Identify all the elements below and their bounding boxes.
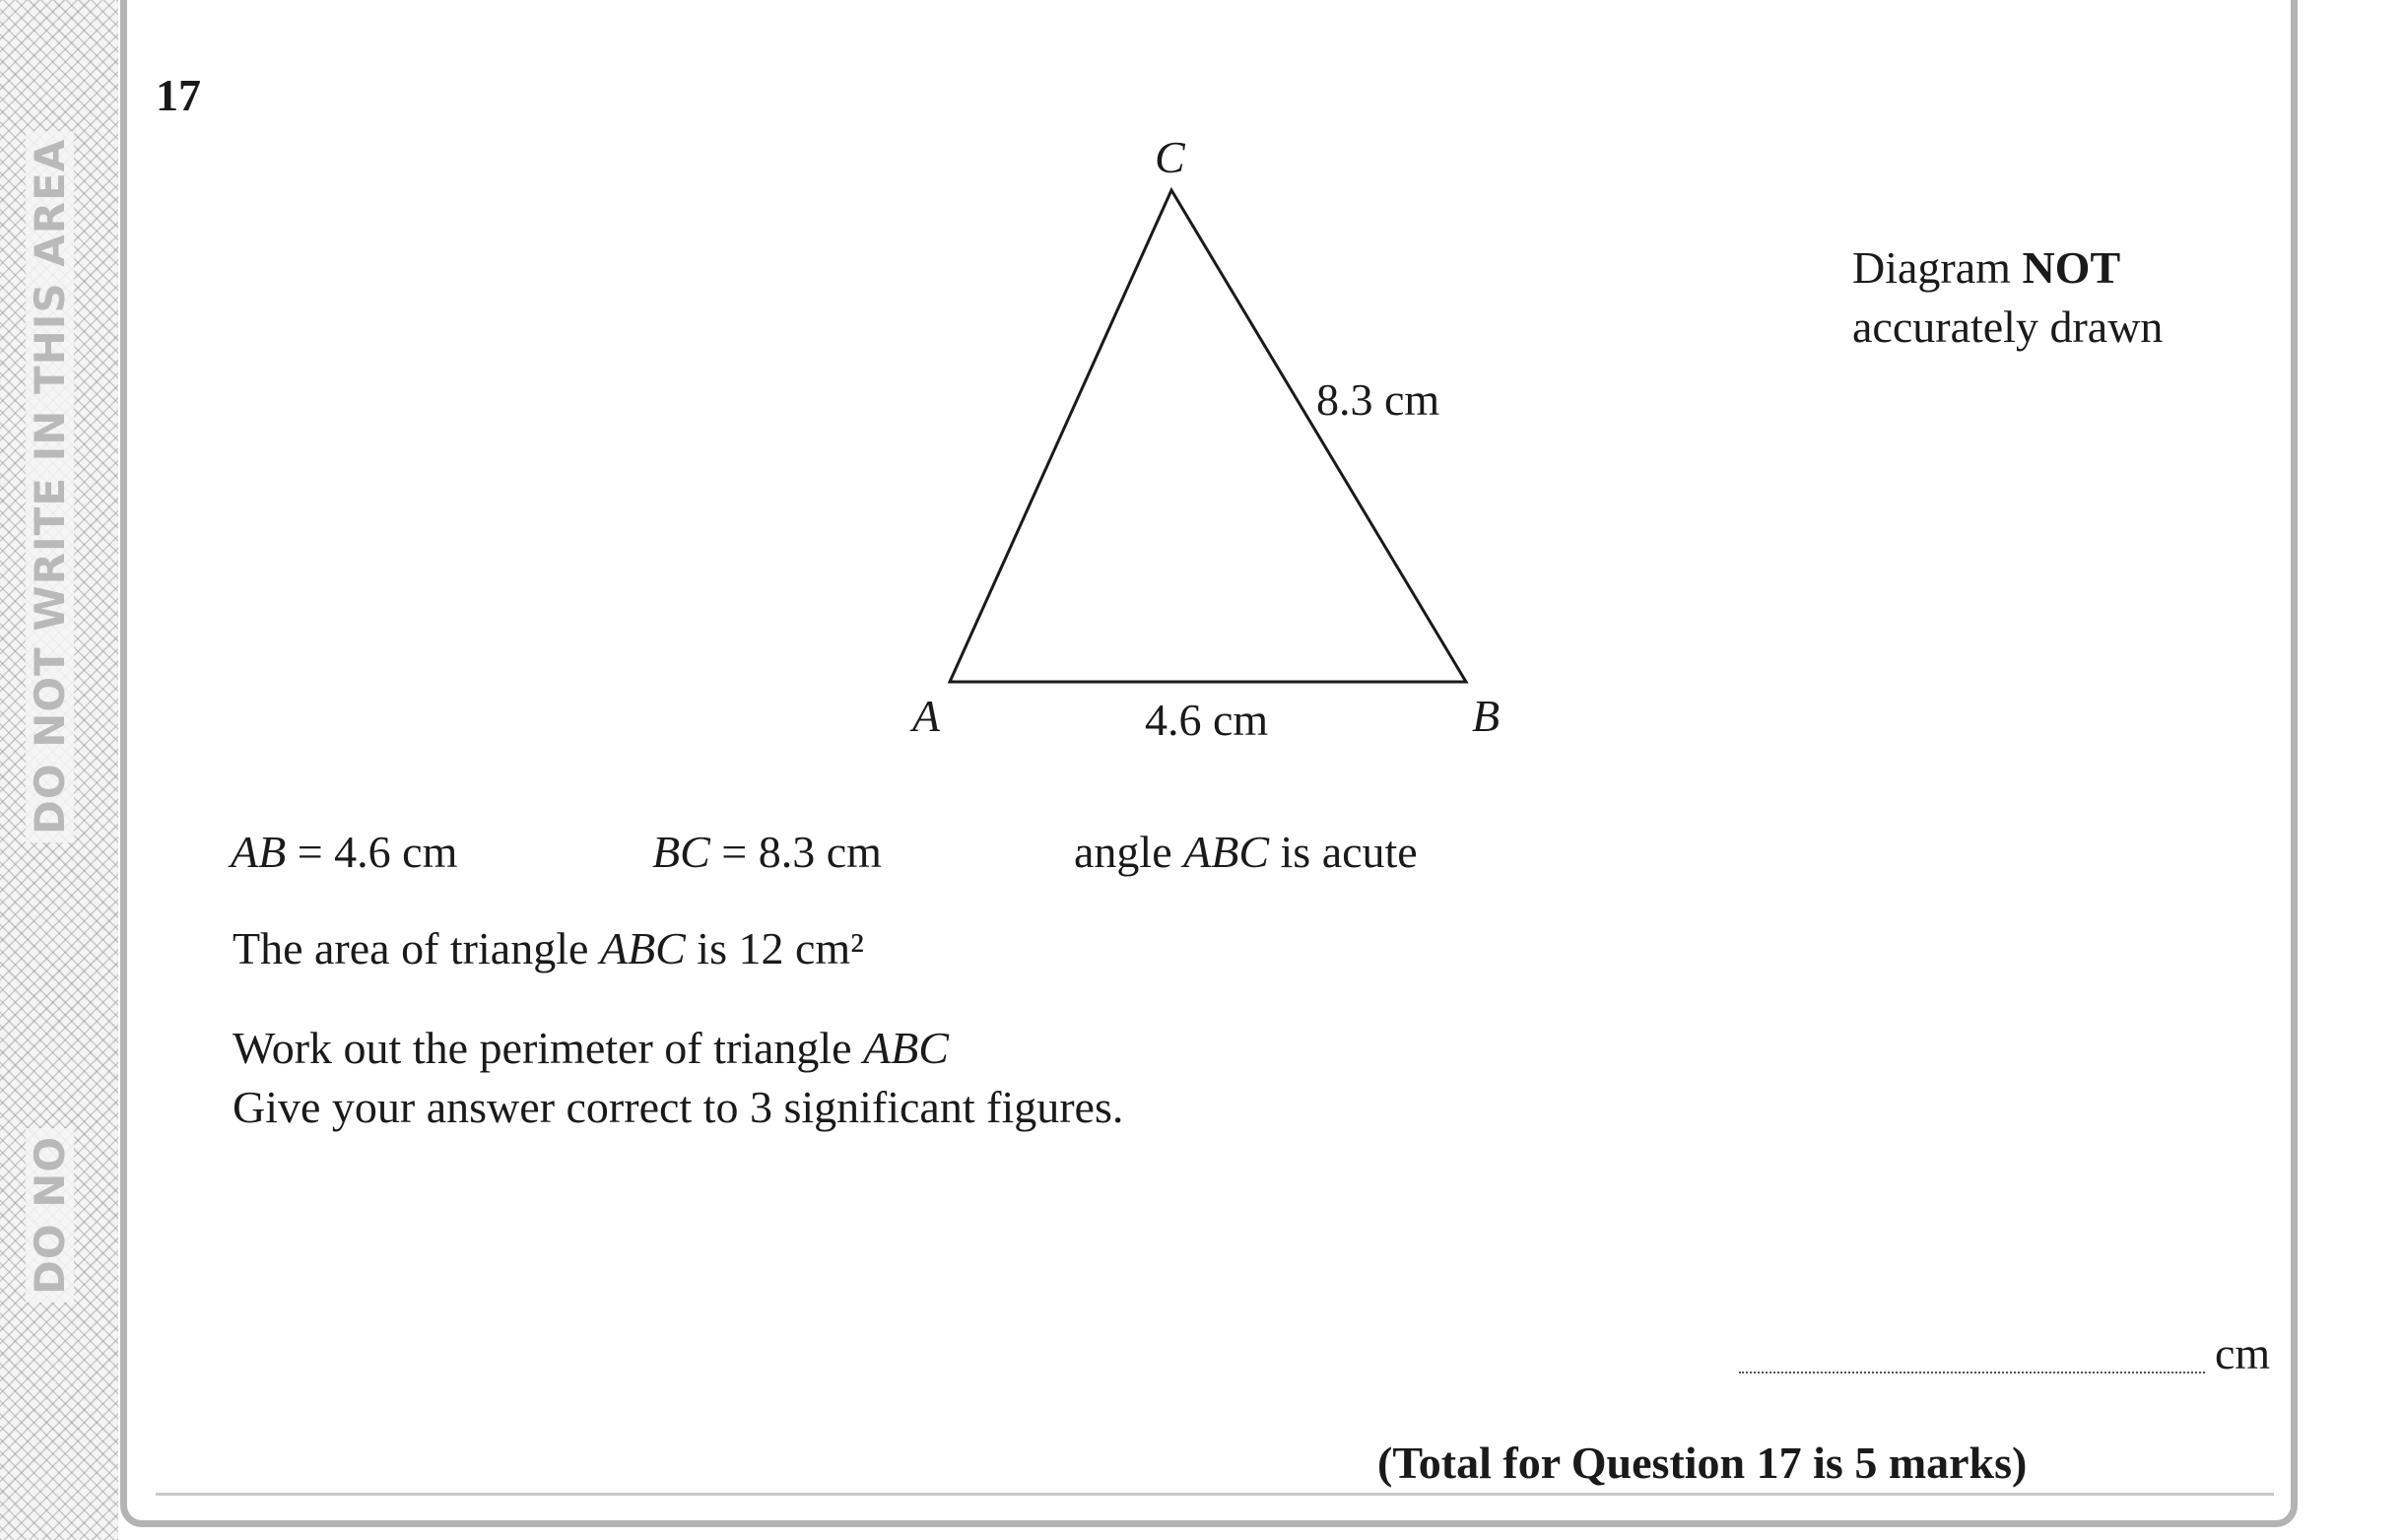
diagram-note-emphasis: NOT [2022,242,2121,293]
diagram-note-text-2: accurately drawn [1852,301,2164,352]
given-ab-name: AB [231,827,287,877]
vertex-label-c: C [1155,132,1185,182]
task-prefix: Work out the perimeter of triangle [233,1023,864,1073]
area-statement [233,919,864,978]
vertex-label-a: A [912,691,941,741]
question-number: 17 [156,70,201,120]
bottom-divider [156,1493,2274,1496]
task-instructions [233,1019,1123,1137]
answer-unit: cm [2215,1328,2271,1378]
area-suffix: is 12 cm² [685,923,864,973]
task-triangle-name: ABC [863,1023,949,1073]
given-bc-value: = 8.3 cm [709,827,882,877]
diagram-note [1852,238,2163,357]
task-line-2: Give your answer correct to 3 significant figures. [233,1082,1124,1132]
given-bc [652,826,882,878]
total-marks: (Total for Question 17 is 5 marks) [1377,1438,2028,1488]
given-ab-value: = 4.6 cm [286,827,458,877]
diagram-note-text: Diagram [1852,242,2023,293]
margin-warning-text: DO NOT WRITE IN THIS AREA [26,131,74,842]
side-label-ab: 4.6 cm [1145,695,1269,745]
vertex-label-b: B [1472,691,1501,741]
given-angle [1074,826,1418,878]
given-angle-name: ABC [1183,827,1270,877]
left-margin-hatching [0,0,118,1540]
margin-warning-text-partial: DO NO [26,1128,74,1303]
area-triangle-name: ABC [599,923,686,973]
given-ab [231,826,457,878]
answer-line[interactable] [1739,1370,2205,1373]
given-bc-name: BC [652,827,710,877]
question-frame [120,0,2298,1527]
area-prefix: The area of triangle [233,923,600,973]
given-angle-prefix: angle [1074,827,1184,877]
side-label-bc: 8.3 cm [1316,374,1440,425]
given-angle-suffix: is acute [1269,827,1418,877]
